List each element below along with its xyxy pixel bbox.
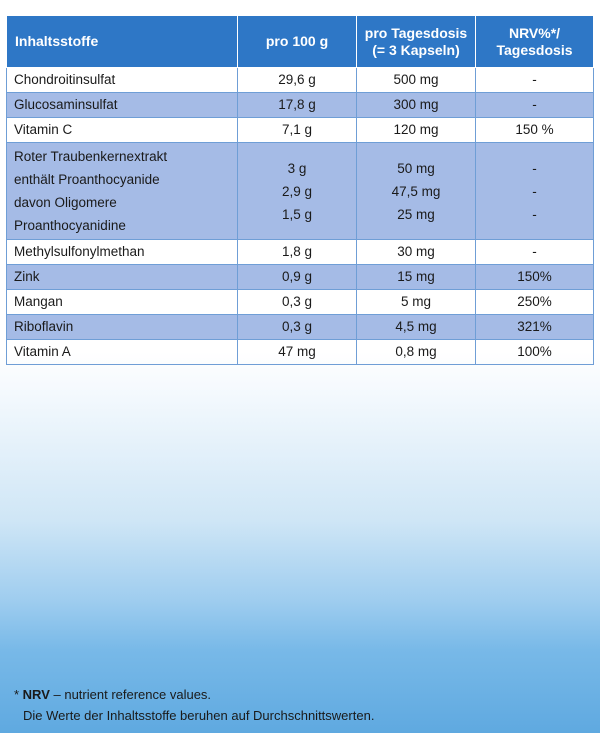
header-daily-dose: [357, 16, 476, 68]
daily-dose-line: 50 mg: [397, 160, 435, 176]
daily-dose-line: 25 mg: [397, 206, 435, 222]
table-row: [7, 93, 594, 118]
per-100g-value: 0,9 g: [238, 265, 357, 290]
ingredient-name-line: Roter Traubenkernextrakt: [14, 149, 168, 164]
nrv-line: -: [532, 206, 537, 222]
header-nrv: [476, 16, 594, 68]
daily-dose-value: 15 mg: [357, 265, 476, 290]
daily-dose-value: 4,5 mg: [357, 315, 476, 340]
table-row: [7, 315, 594, 340]
nutrition-table: [6, 15, 594, 365]
per-100g-line: 3 g: [287, 160, 307, 176]
daily-dose-value: 300 mg: [357, 93, 476, 118]
per-100g-value: 17,8 g: [238, 93, 357, 118]
per-100g-value: 0,3 g: [238, 290, 357, 315]
ingredient-name: Vitamin C: [7, 118, 238, 143]
ingredient-name: Mangan: [7, 290, 238, 315]
footnote-line2: Die Werte der Inhaltsstoffe beruhen auf Durchschnittswerten.: [23, 708, 375, 723]
header-nrv-line2: Tagesdosis: [496, 41, 573, 58]
nrv-value: -: [476, 93, 594, 118]
table-row: [7, 265, 594, 290]
header-ingredients: Inhaltsstoffe: [7, 16, 238, 68]
daily-dose-value: 500 mg: [357, 68, 476, 93]
ingredient-name: Chondroitinsulfat: [7, 68, 238, 93]
nrv-value: 250%: [476, 290, 594, 315]
ingredient-name: Zink: [7, 265, 238, 290]
nrv-value: 100%: [476, 340, 594, 365]
footnote-term: NRV: [22, 687, 50, 702]
table-row-grape-seed: [7, 143, 594, 240]
table-row: [7, 118, 594, 143]
daily-dose-value: 5 mg: [357, 290, 476, 315]
footnote-line1: [14, 684, 374, 705]
nrv-value: 150%: [476, 265, 594, 290]
daily-dose-line: 47,5 mg: [391, 183, 441, 199]
per-100g-line: 2,9 g: [281, 183, 313, 199]
per-100g-value: 1,8 g: [238, 240, 357, 265]
header-per-100g: pro 100 g: [238, 16, 357, 68]
nrv-value: -: [476, 240, 594, 265]
daily-dose-value: [357, 143, 476, 240]
per-100g-value: 0,3 g: [238, 315, 357, 340]
table-row: [7, 240, 594, 265]
ingredient-name: Glucosaminsulfat: [7, 93, 238, 118]
header-daily-dose-line2: (= 3 Kapseln): [372, 41, 460, 58]
daily-dose-value: 0,8 mg: [357, 340, 476, 365]
header-nrv-line1: NRV%*/: [508, 24, 561, 41]
table-row: [7, 68, 594, 93]
footnote-definition: – nutrient reference values.: [49, 687, 212, 702]
nrv-value: [476, 143, 594, 240]
daily-dose-value: 120 mg: [357, 118, 476, 143]
ingredient-name: Methylsulfonylmethan: [7, 240, 238, 265]
footnote: [14, 684, 374, 726]
per-100g-line: 1,5 g: [281, 206, 313, 222]
footnote-star: *: [14, 687, 23, 702]
daily-dose-value: 30 mg: [357, 240, 476, 265]
nrv-line: -: [532, 160, 537, 176]
nrv-value: -: [476, 68, 594, 93]
per-100g-value: 7,1 g: [238, 118, 357, 143]
ingredient-name: Riboflavin: [7, 315, 238, 340]
header-daily-dose-line1: pro Tagesdosis: [364, 24, 468, 41]
ingredient-name-line: enthält Proanthocyanide: [14, 172, 160, 187]
table-row: [7, 290, 594, 315]
nrv-value: 321%: [476, 315, 594, 340]
ingredient-name: [7, 143, 238, 240]
ingredient-name: Vitamin A: [7, 340, 238, 365]
ingredient-name-line: davon Oligomere Proanthocyanidine: [14, 195, 126, 233]
table-header-row: [7, 16, 594, 68]
nrv-line: -: [532, 183, 537, 199]
per-100g-value: 47 mg: [238, 340, 357, 365]
per-100g-value: [238, 143, 357, 240]
per-100g-value: 29,6 g: [238, 68, 357, 93]
nutrition-table-container: [6, 15, 593, 365]
table-row: [7, 340, 594, 365]
nrv-value: 150 %: [476, 118, 594, 143]
